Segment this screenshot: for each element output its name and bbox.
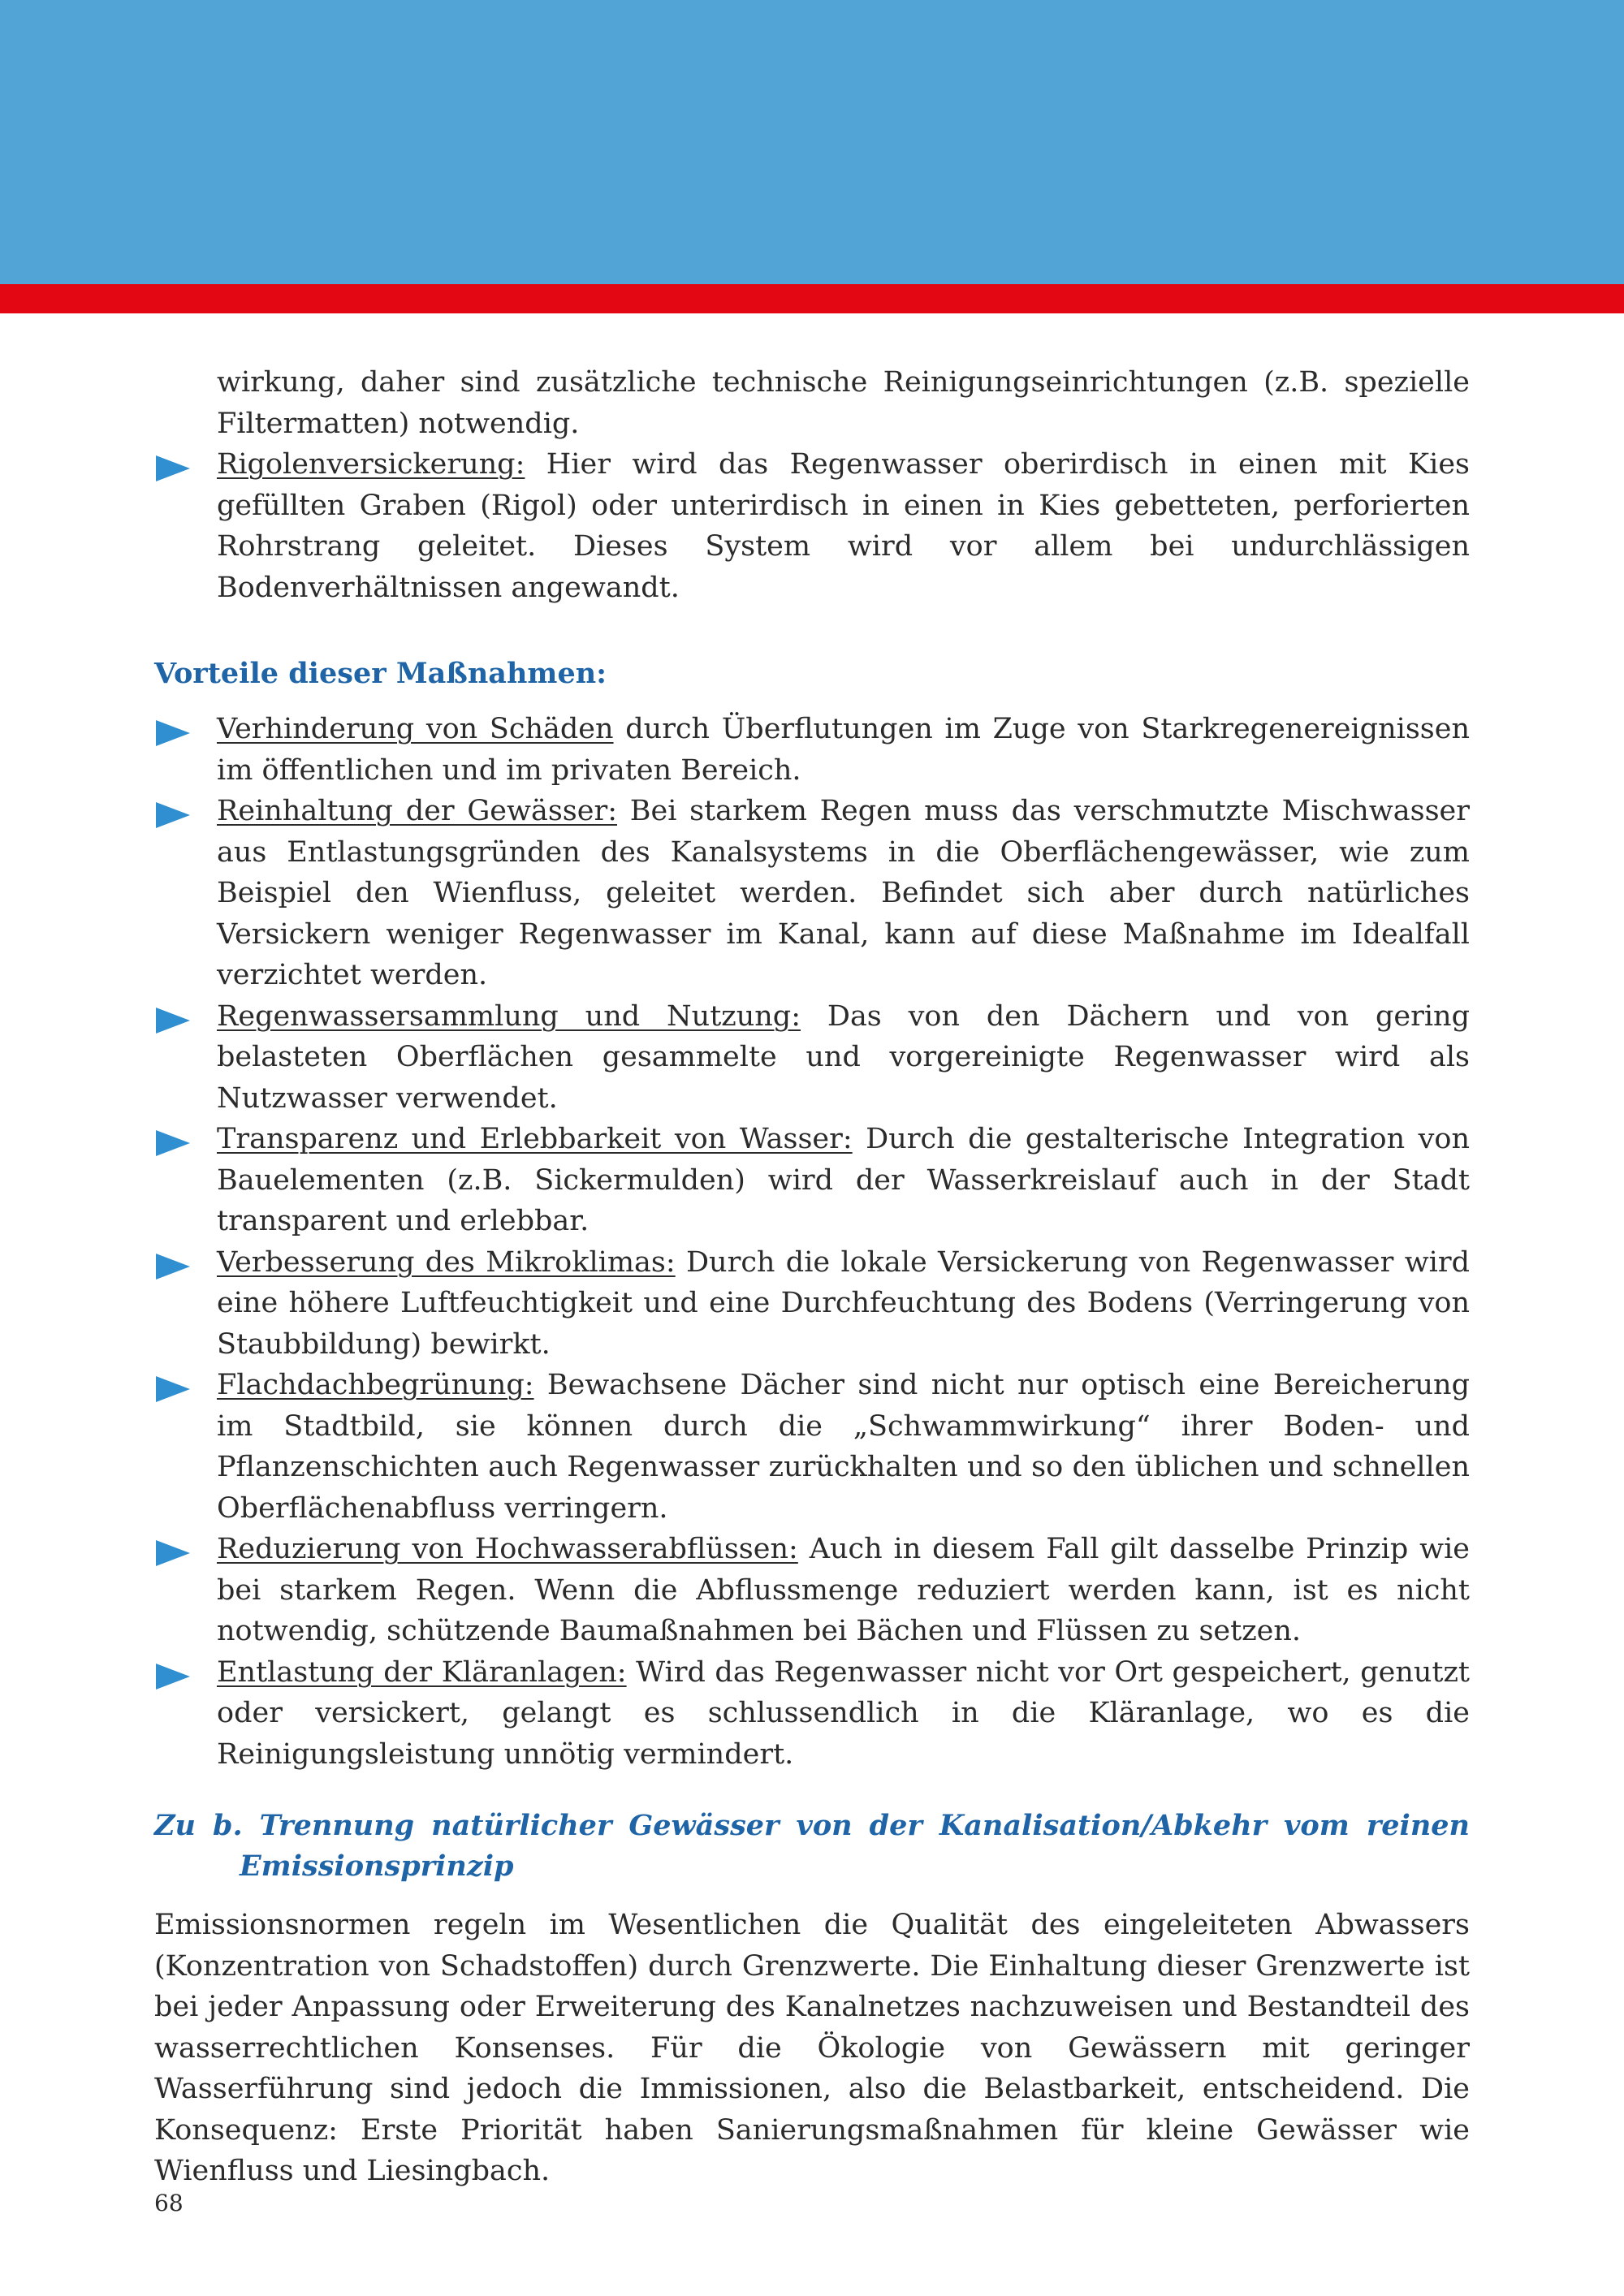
list-item [154,444,1470,608]
body-paragraph: Emissionsnormen regeln im Wesentlichen die Qualität des eingeleiteten Abwassers (Konzentration von Schadstoffen) durch Grenzwerte. Die Einhaltung dieser Grenzwerte ist bei jeder Anpassung oder Erweiterung des Kanalnetzes nachzuweisen und Bestandteil des wasserrechtlichen Konsenses. Für die Ökologie von Gewässern mit geringer Wasserführung sind jedoch die Immissionen, also die Belastbarkeit, entscheidend. Die Konsequenz: Erste Priorität haben Sanierungsmaßnahmen für kleine Gewässer wie Wienfluss und Liesingbach. [154,1909,1470,2187]
bullet-arrow-icon [156,1376,190,1402]
header-band [0,0,1624,284]
list-item [154,996,1470,1120]
list-item [154,791,1470,996]
section-heading-vorteile: Vorteile dieser Maßnahmen: [154,657,607,690]
intro-bullet-list [154,444,1470,608]
item-term: Regenwassersammlung und Nutzung: [217,999,801,1033]
header-red-stripe [0,284,1624,313]
bullet-arrow-icon [156,802,190,828]
item-term: Verbesserung des Mikroklimas: [217,1245,676,1279]
page-content [154,362,1470,2192]
bullet-arrow-icon [156,1664,190,1690]
bullet-arrow-icon [156,1130,190,1156]
item-text: Durch die lokale Versickerung von Regenwasser wird eine höhere Luftfeuchtigkeit und eine Durchfeuchtung des Bodens (Verringerung von Staubbildung) bewirkt. [217,1245,1470,1361]
list-item [154,1365,1470,1529]
section-heading-zu-b: Zu b. Trennung natürlicher Gewässer von der Kanalisation/Abkehr vom reinen Emissionsprinzip [154,1809,1470,1883]
bullet-arrow-icon [156,455,190,481]
item-term: Entlastung der Kläranlagen: [217,1655,627,1689]
item-text: Bei starkem Regen muss das verschmutzte Mischwasser aus Entlastungsgründen des Kanalsystems in die Oberflächengewässer, wie zum Beispiel den Wienfluss, geleitet werden. Befindet sich aber durch natürliches Versickern weniger Regenwasser im Kanal, kann auf diese Maßnahme im Idealfall verzichtet werden. [217,795,1470,991]
item-text: Das von den Dächern und von gering belasteten Oberflächen gesammelte und vorgereinigte Regenwasser wird als Nutzwasser verwendet. [217,999,1470,1115]
continued-paragraph: wirkung, daher sind zusätzliche technische Reinigungseinrichtungen (z.B. spezielle Filtermatten) notwendig. [217,366,1470,440]
bullet-arrow-icon [156,720,190,746]
item-term: Reduzierung von Hochwasserabflüssen: [217,1533,798,1565]
bullet-arrow-icon [156,1540,190,1566]
item-text: Bewachsene Dächer sind nicht nur optisch eine Bereicherung im Stadtbild, sie können durch die „Schwammwirkung“ ihrer Boden- und Pflanzenschichten auch Regenwasser zurückhalten und so den üblichen und schnellen Oberflächenabfluss verringern. [217,1369,1470,1525]
item-term: Transparenz und Erlebbarkeit von Wasser: [217,1123,853,1155]
list-item [154,709,1470,791]
item-term: Flachdachbegrünung: [217,1369,534,1401]
item-term: Reinhaltung der Gewässer: [217,795,617,827]
bullet-arrow-icon [156,1254,190,1280]
list-item [154,1242,1470,1366]
bullet-arrow-icon [156,1008,190,1034]
list-item [154,1529,1470,1652]
page-number: 68 [154,2190,184,2216]
item-text: Hier wird das Regenwasser oberirdisch in einen mit Kies gefüllten Graben (Rigol) oder unterirdisch in einen in Kies gebetteten, perforierten Rohrstrang geleitet. Dieses System wird vor allem bei undurchlässigen Bodenverhältnissen angewandt. [217,448,1470,604]
item-text: Auch in diesem Fall gilt dasselbe Prinzip wie bei starkem Regen. Wenn die Abflussmenge reduziert werden kann, ist es nicht notwendig, schützende Baumaßnahmen bei Bächen und Flüssen zu setzen. [217,1533,1470,1647]
item-term: Rigolenversickerung: [217,448,525,481]
advantages-bullet-list [154,709,1470,1775]
item-term: Verhinderung von Schäden [217,713,614,745]
item-text: durch Überflutungen im Zuge von Starkregenereignissen im öffentlichen und im privaten Bereich. [217,713,1470,787]
item-text: Durch die gestalterische Integration von Bauelementen (z.B. Sickermulden) wird der Wasserkreislauf auch in der Stadt transparent und erlebbar. [217,1123,1470,1237]
list-item [154,1652,1470,1776]
item-text: Wird das Regenwasser nicht vor Ort gespeichert, genutzt oder versickert, gelangt es schlussendlich in die Kläranlage, wo es die Reinigungsleistung unnötig vermindert. [217,1655,1470,1771]
list-item [154,1119,1470,1242]
